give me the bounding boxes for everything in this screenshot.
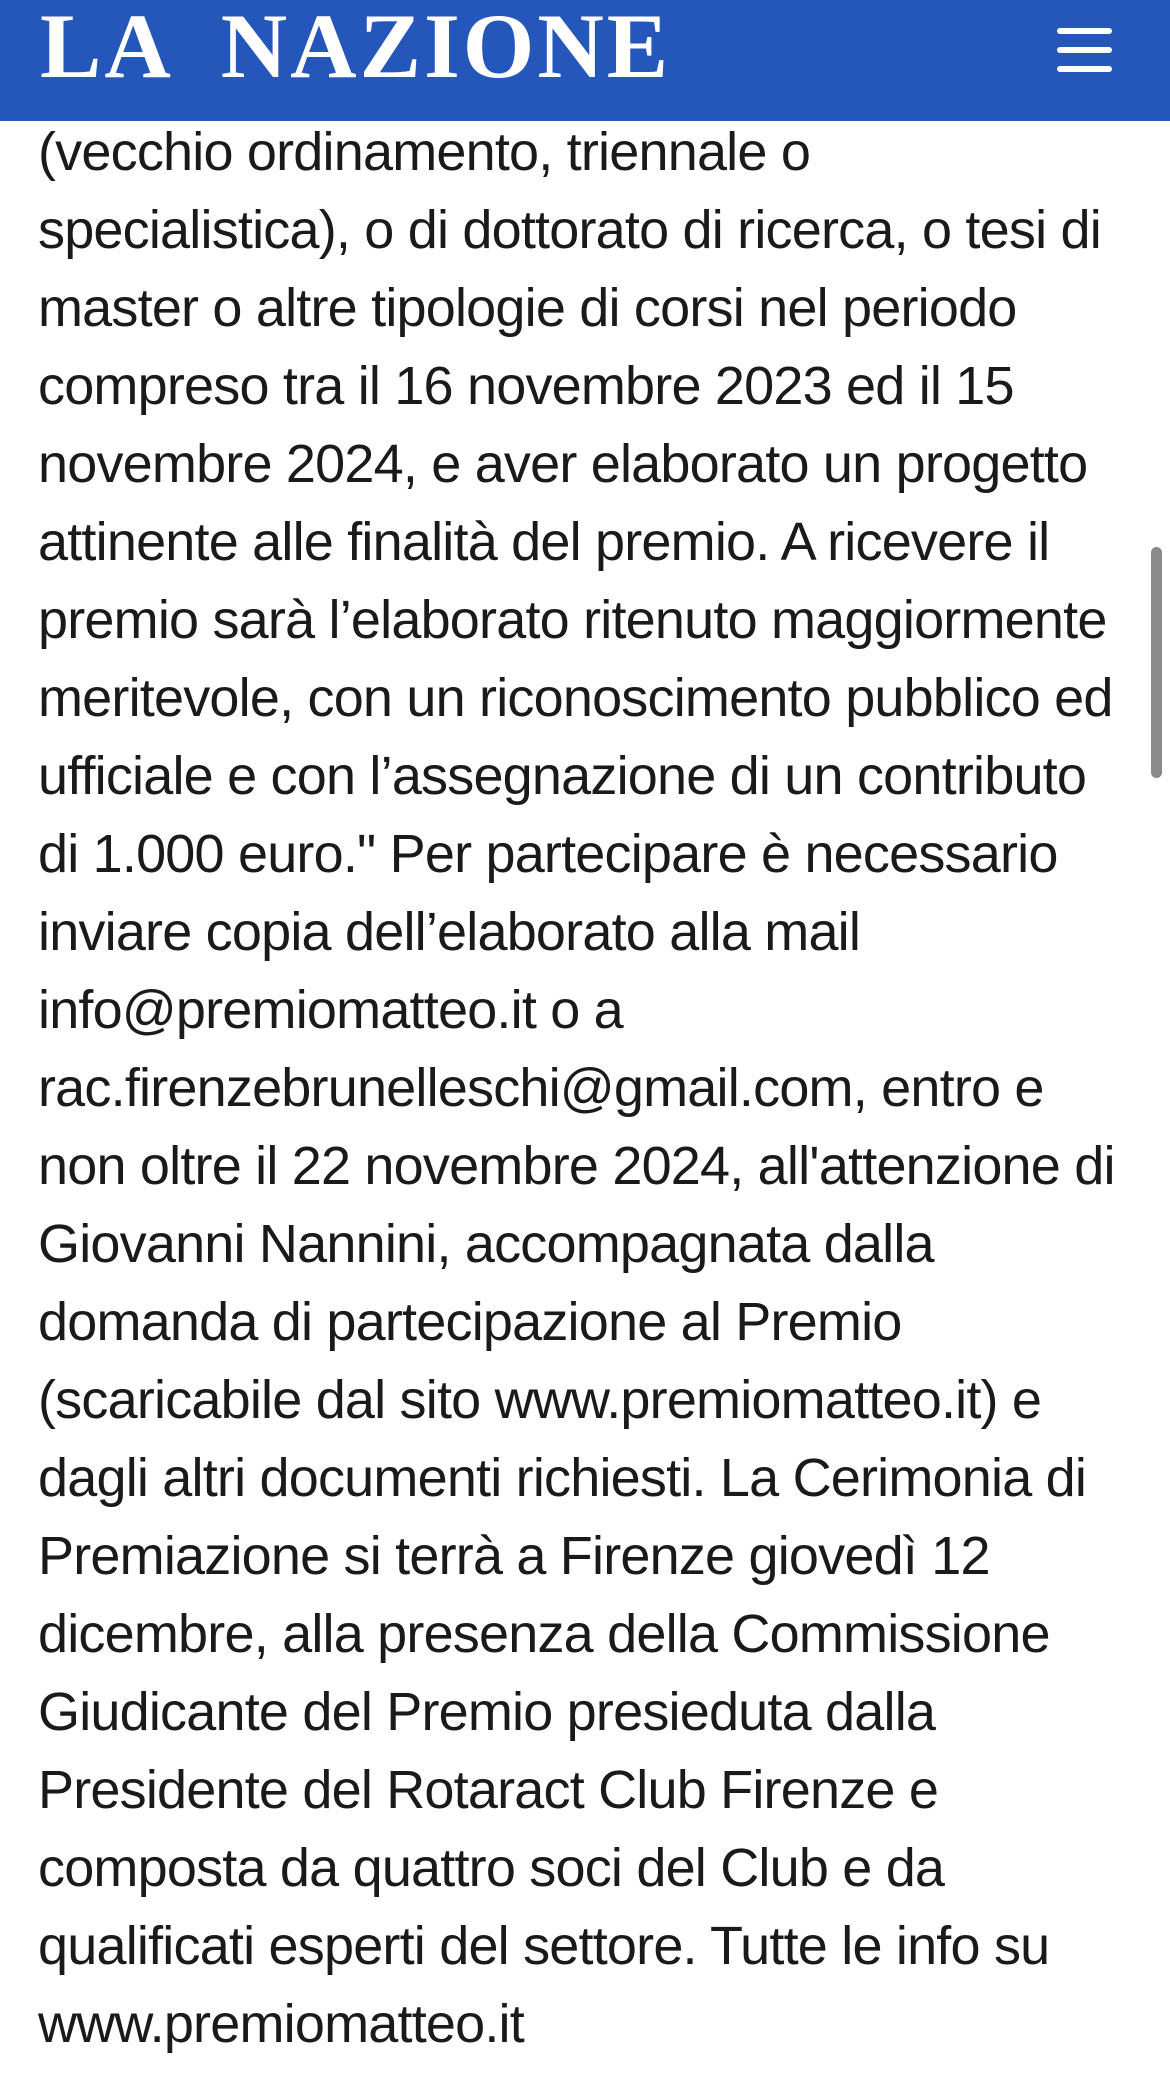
article-line: qualificati esperti del settore. Tutte le info su bbox=[38, 1916, 1050, 1976]
article-line: Presidente del Rotaract Club Firenze e bbox=[38, 1760, 939, 1820]
article-line: novembre 2024, e aver elaborato un progetto bbox=[38, 434, 1088, 494]
article-line: di 1.000 euro." Per partecipare è necessario bbox=[38, 824, 1058, 884]
article-line: Premiazione si terrà a Firenze giovedì 12 bbox=[38, 1526, 990, 1586]
scrollbar-thumb[interactable] bbox=[1151, 547, 1162, 778]
hamburger-bar bbox=[1057, 28, 1112, 34]
article-line: premio sarà l’elaborato ritenuto maggiormente bbox=[38, 590, 1107, 650]
article-line: ufficiale e con l’assegnazione di un contributo bbox=[38, 746, 1087, 806]
hamburger-bar bbox=[1057, 47, 1112, 53]
article-line: (scaricabile dal sito www.premiomatteo.it) e bbox=[38, 1370, 1042, 1430]
hamburger-menu-icon[interactable] bbox=[1057, 28, 1112, 72]
article-line: Giudicante del Premio presieduta dalla bbox=[38, 1682, 936, 1742]
article-line: www.premiomatteo.it bbox=[38, 1994, 524, 2054]
la-nazione-logo[interactable]: LA NAZIONE bbox=[40, 0, 672, 97]
article-line: master o altre tipologie di corsi nel periodo bbox=[38, 278, 1017, 338]
article-body bbox=[0, 113, 1170, 2063]
article-line: Giovanni Nannini, accompagnata dalla bbox=[38, 1214, 934, 1274]
hamburger-bar bbox=[1057, 66, 1112, 72]
app-header bbox=[0, 0, 1170, 121]
article-line: composta da quattro soci del Club e da bbox=[38, 1838, 945, 1898]
article-line: info@premiomatteo.it o a bbox=[38, 980, 623, 1040]
article-line: inviare copia dell’elaborato alla mail bbox=[38, 902, 861, 962]
article-line: specialistica), o di dottorato di ricerca, o tesi di bbox=[38, 200, 1101, 260]
article-line: dagli altri documenti richiesti. La Cerimonia di bbox=[38, 1448, 1087, 1508]
article-line: (vecchio ordinamento, triennale o bbox=[38, 122, 811, 182]
article-line: dicembre, alla presenza della Commissione bbox=[38, 1604, 1050, 1664]
article-line: attinente alle finalità del premio. A ricevere il bbox=[38, 512, 1050, 572]
article-line: meritevole, con un riconoscimento pubblico ed bbox=[38, 668, 1113, 728]
article-line: domanda di partecipazione al Premio bbox=[38, 1292, 902, 1352]
article-line: non oltre il 22 novembre 2024, all'attenzione di bbox=[38, 1136, 1115, 1196]
article-line: compreso tra il 16 novembre 2023 ed il 15 bbox=[38, 356, 1014, 416]
article-line: rac.firenzebrunelleschi@gmail.com, entro e bbox=[38, 1058, 1044, 1118]
